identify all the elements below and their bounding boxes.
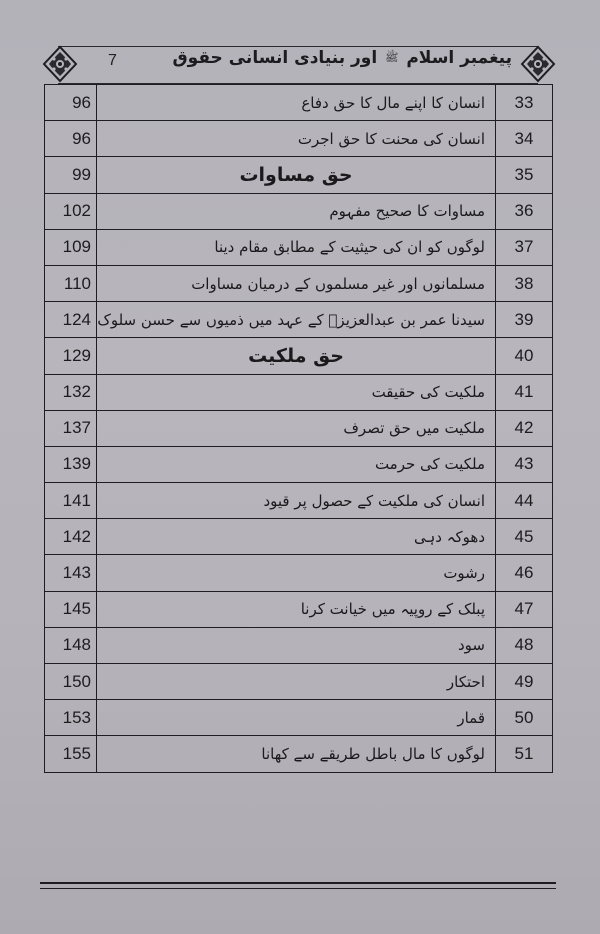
toc-entry-title: قمار (97, 700, 496, 736)
toc-page-number: 142 (45, 519, 97, 555)
book-title (172, 48, 512, 68)
toc-entry-number: 35 (496, 157, 553, 193)
toc-row (45, 627, 553, 663)
toc-entry-title: لوگوں کا مال باطل طریقے سے کھانا (97, 736, 496, 772)
toc-entry-title: سود (97, 627, 496, 663)
toc-entry-number: 41 (496, 374, 553, 410)
toc-entry-number: 38 (496, 265, 553, 301)
toc-row (45, 446, 553, 482)
table-of-contents (44, 84, 553, 773)
toc-entry-number: 40 (496, 338, 553, 374)
toc-entry-number: 42 (496, 410, 553, 446)
toc-page-number: 96 (45, 121, 97, 157)
toc-page-number: 124 (45, 302, 97, 338)
toc-row (45, 374, 553, 410)
toc-entry-number: 50 (496, 700, 553, 736)
toc-entry-number: 34 (496, 121, 553, 157)
toc-row (45, 519, 553, 555)
toc-entry-title: رشوت (97, 555, 496, 591)
toc-entry-number: 37 (496, 229, 553, 265)
page-number: 7 (108, 52, 117, 69)
toc-entry-number: 47 (496, 591, 553, 627)
book-title-part1: پیغمبر اسلام (406, 48, 512, 68)
toc-entry-number: 39 (496, 302, 553, 338)
toc-entry-title: ملکیت میں حق تصرف (97, 410, 496, 446)
toc-page-number: 129 (45, 338, 97, 374)
toc-entry-number: 44 (496, 483, 553, 519)
toc-entry-number: 43 (496, 446, 553, 482)
toc-entry-title: مسلمانوں اور غیر مسلموں کے درمیان مساوات (97, 265, 496, 301)
toc-page-number: 141 (45, 483, 97, 519)
toc-entry-number: 36 (496, 193, 553, 229)
toc-body (45, 85, 553, 773)
toc-row (45, 700, 553, 736)
toc-row (45, 410, 553, 446)
toc-entry-title: احتکار (97, 664, 496, 700)
toc-row (45, 121, 553, 157)
toc-section-heading-row (45, 338, 553, 374)
toc-section-heading: حق ملکیت (97, 338, 496, 374)
toc-row (45, 483, 553, 519)
honorific-salutation: ﷺ (385, 51, 399, 64)
toc-entry-title: انسان کا اپنے مال کا حق دفاع (97, 85, 496, 121)
toc-entry-title: سیدنا عمر بن عبدالعزیزؒ کے عہد میں ذمیوں سے حسن سلوک (97, 302, 496, 338)
toc-entry-number: 48 (496, 627, 553, 663)
floral-ornament-icon (520, 45, 556, 83)
book-title-part2: اور بنیادی انسانی حقوق (172, 48, 378, 68)
toc-entry-title: انسان کی ملکیت کے حصول پر قیود (97, 483, 496, 519)
toc-entry-title: لوگوں کو ان کی حیثیت کے مطابق مقام دینا (97, 229, 496, 265)
toc-entry-title: مساوات کا صحیح مفہوم (97, 193, 496, 229)
toc-row (45, 265, 553, 301)
toc-page-number: 155 (45, 736, 97, 772)
toc-page-number: 102 (45, 193, 97, 229)
toc-page-number: 150 (45, 664, 97, 700)
toc-page-number: 110 (45, 265, 97, 301)
toc-page-number: 143 (45, 555, 97, 591)
toc-entry-title: ملکیت کی حقیقت (97, 374, 496, 410)
toc-page-number: 137 (45, 410, 97, 446)
toc-row (45, 736, 553, 772)
toc-entry-number: 51 (496, 736, 553, 772)
toc-section-heading: حق مساوات (97, 157, 496, 193)
toc-page-number: 96 (45, 85, 97, 121)
toc-page-number: 148 (45, 627, 97, 663)
toc-entry-title: دھوکہ دہی (97, 519, 496, 555)
toc-page-number: 139 (45, 446, 97, 482)
toc-section-heading-row (45, 157, 553, 193)
toc-entry-title: ملکیت کی حرمت (97, 446, 496, 482)
toc-entry-number: 45 (496, 519, 553, 555)
toc-page-number: 109 (45, 229, 97, 265)
running-header (38, 43, 558, 85)
toc-page-number: 153 (45, 700, 97, 736)
toc-entry-number: 46 (496, 555, 553, 591)
toc-page-number: 99 (45, 157, 97, 193)
toc-row (45, 85, 553, 121)
toc-row (45, 664, 553, 700)
toc-row (45, 229, 553, 265)
toc-entry-number: 49 (496, 664, 553, 700)
toc-row (45, 591, 553, 627)
toc-entry-number: 33 (496, 85, 553, 121)
toc-entry-title: پبلک کے روپیہ میں خیانت کرنا (97, 591, 496, 627)
toc-entry-title: انسان کی محنت کا حق اجرت (97, 121, 496, 157)
toc-row (45, 193, 553, 229)
toc-page-number: 132 (45, 374, 97, 410)
toc-row (45, 555, 553, 591)
toc-page-number: 145 (45, 591, 97, 627)
floral-ornament-icon (42, 45, 78, 83)
footer-rule (40, 882, 556, 884)
footer-rule (40, 888, 556, 889)
toc-row (45, 302, 553, 338)
